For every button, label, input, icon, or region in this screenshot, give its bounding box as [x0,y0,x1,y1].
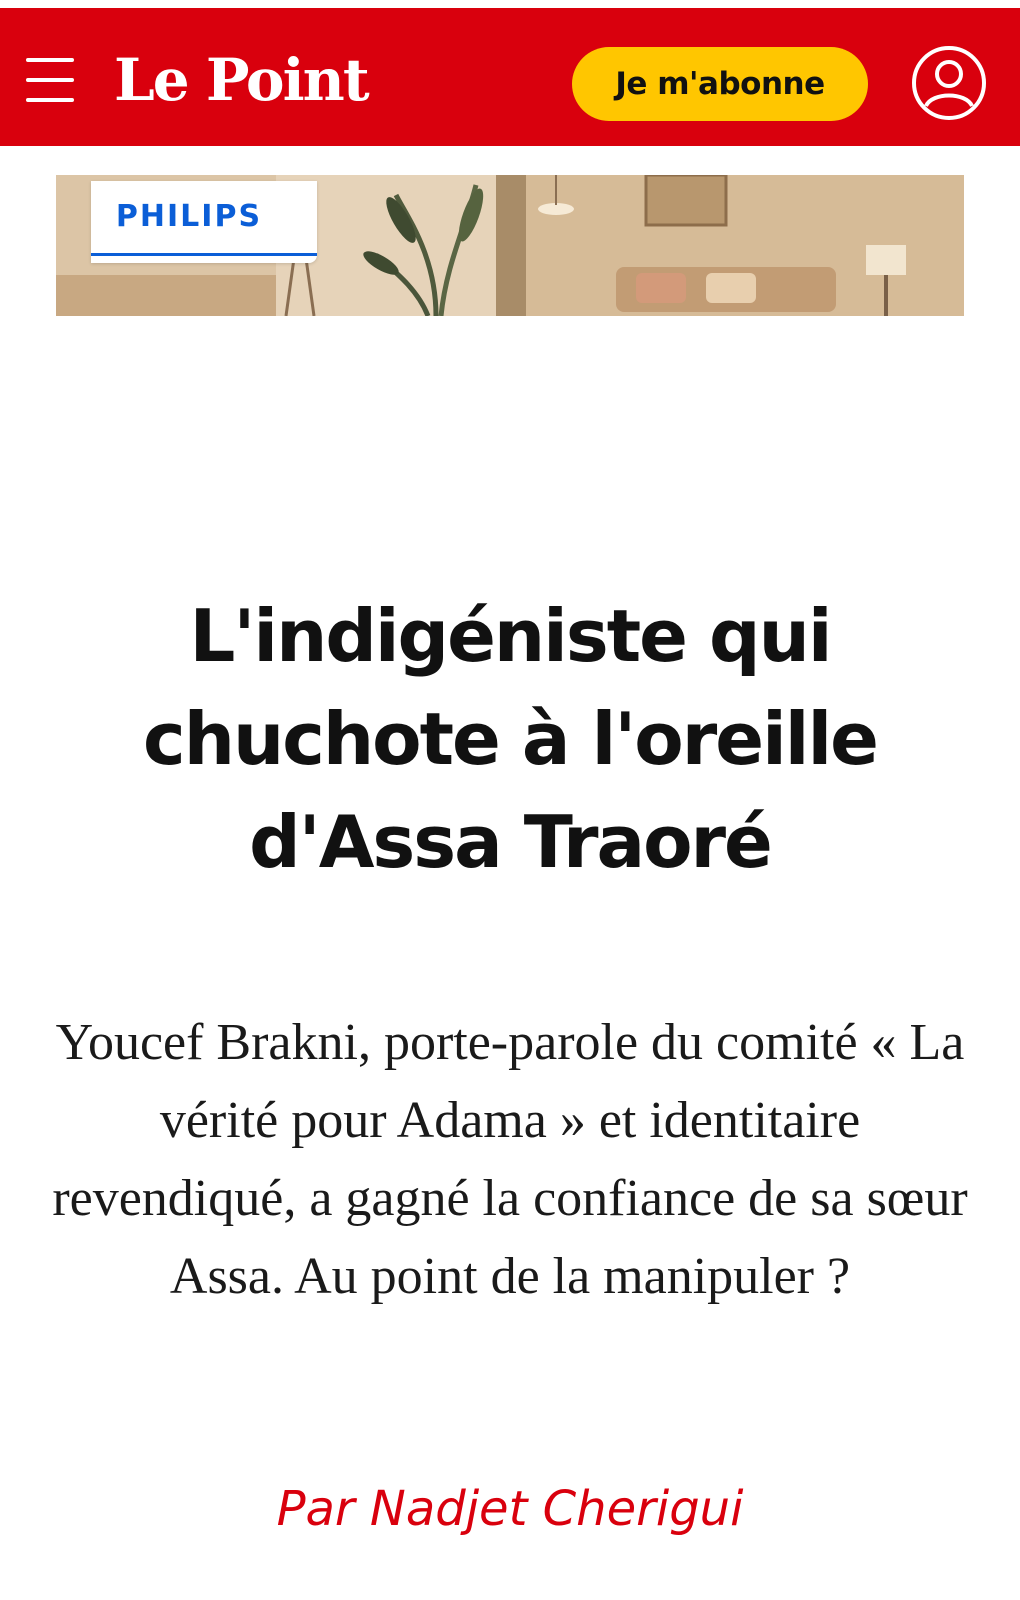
ad-brand-underline [91,253,317,256]
site-header [0,8,1020,146]
ad-brand-label: PHILIPS [115,199,263,234]
user-account-icon[interactable] [910,44,988,122]
ad-brand-badge [91,181,317,263]
hamburger-menu-icon[interactable] [26,58,74,102]
site-logo[interactable]: Le Point [114,46,368,114]
article-byline[interactable]: Par Nadjet Cherigui [276,1481,744,1537]
subscribe-button[interactable]: Je m'abonne [572,47,868,121]
article-standfirst: Youcef Brakni, porte-parole du comité « La vérité pour Adama » et identitaire revendiqué, a gagné la confiance de sa sœur Assa. Au point de la manipuler ? [52,1014,968,1305]
article-title: L'indigéniste qui chuchote à l'oreille d'Assa Traoré [143,594,877,884]
ad-banner[interactable] [56,175,964,316]
